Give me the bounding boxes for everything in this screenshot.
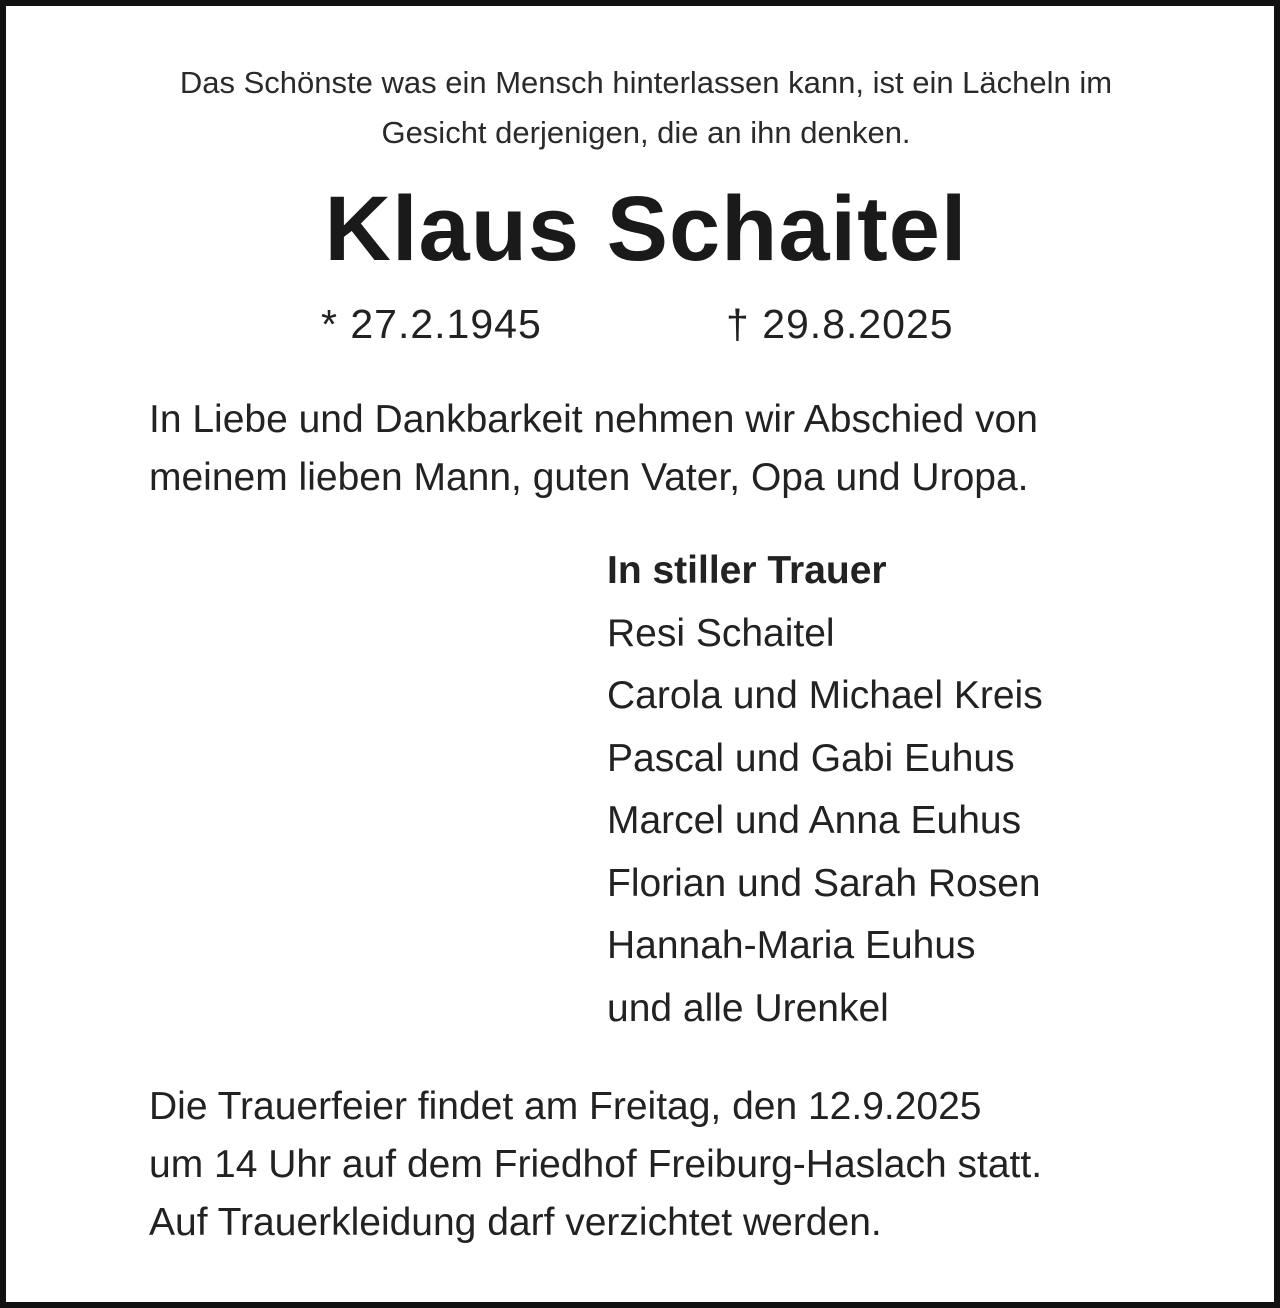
quote-line: Das Schönste was ein Mensch hinterlassen kann, ist ein Lächeln im (179, 65, 1113, 100)
mourner-name: Hannah-Maria Euhus (607, 924, 976, 967)
farewell-text (149, 391, 1038, 507)
mourners-heading: In stiller Trauer (607, 549, 887, 592)
birth-date: * 27.2.1945 (321, 301, 542, 347)
quote-line: Gesicht derjenigen, die an ihn denken. (381, 115, 911, 150)
death-date: † 29.8.2025 (726, 301, 954, 347)
mourner-name: Carola und Michael Kreis (607, 674, 1043, 717)
deceased-name: Klaus Schaitel (324, 178, 968, 280)
funeral-info (149, 1078, 1042, 1252)
mourners-list (607, 540, 1043, 1040)
farewell-line: meinem lieben Mann, guten Vater, Opa und Uropa. (149, 456, 1029, 499)
funeral-line: Auf Trauerkleidung darf verzichtet werden. (149, 1201, 882, 1244)
farewell-line: In Liebe und Dankbarkeit nehmen wir Abschied von (149, 398, 1038, 441)
mourner-name: Resi Schaitel (607, 611, 835, 655)
mourner-name: und alle Urenkel (607, 986, 889, 1030)
memorial-quote (66, 58, 1226, 158)
mourner-name: Florian und Sarah Rosen (607, 861, 1041, 905)
funeral-line: um 14 Uhr auf dem Friedhof Freiburg-Haslach statt. (149, 1143, 1043, 1186)
funeral-line: Die Trauerfeier findet am Freitag, den 12.9.2025 (149, 1085, 982, 1128)
mourner-name: Marcel und Anna Euhus (607, 799, 1022, 842)
mourner-name: Pascal und Gabi Euhus (607, 736, 1015, 780)
